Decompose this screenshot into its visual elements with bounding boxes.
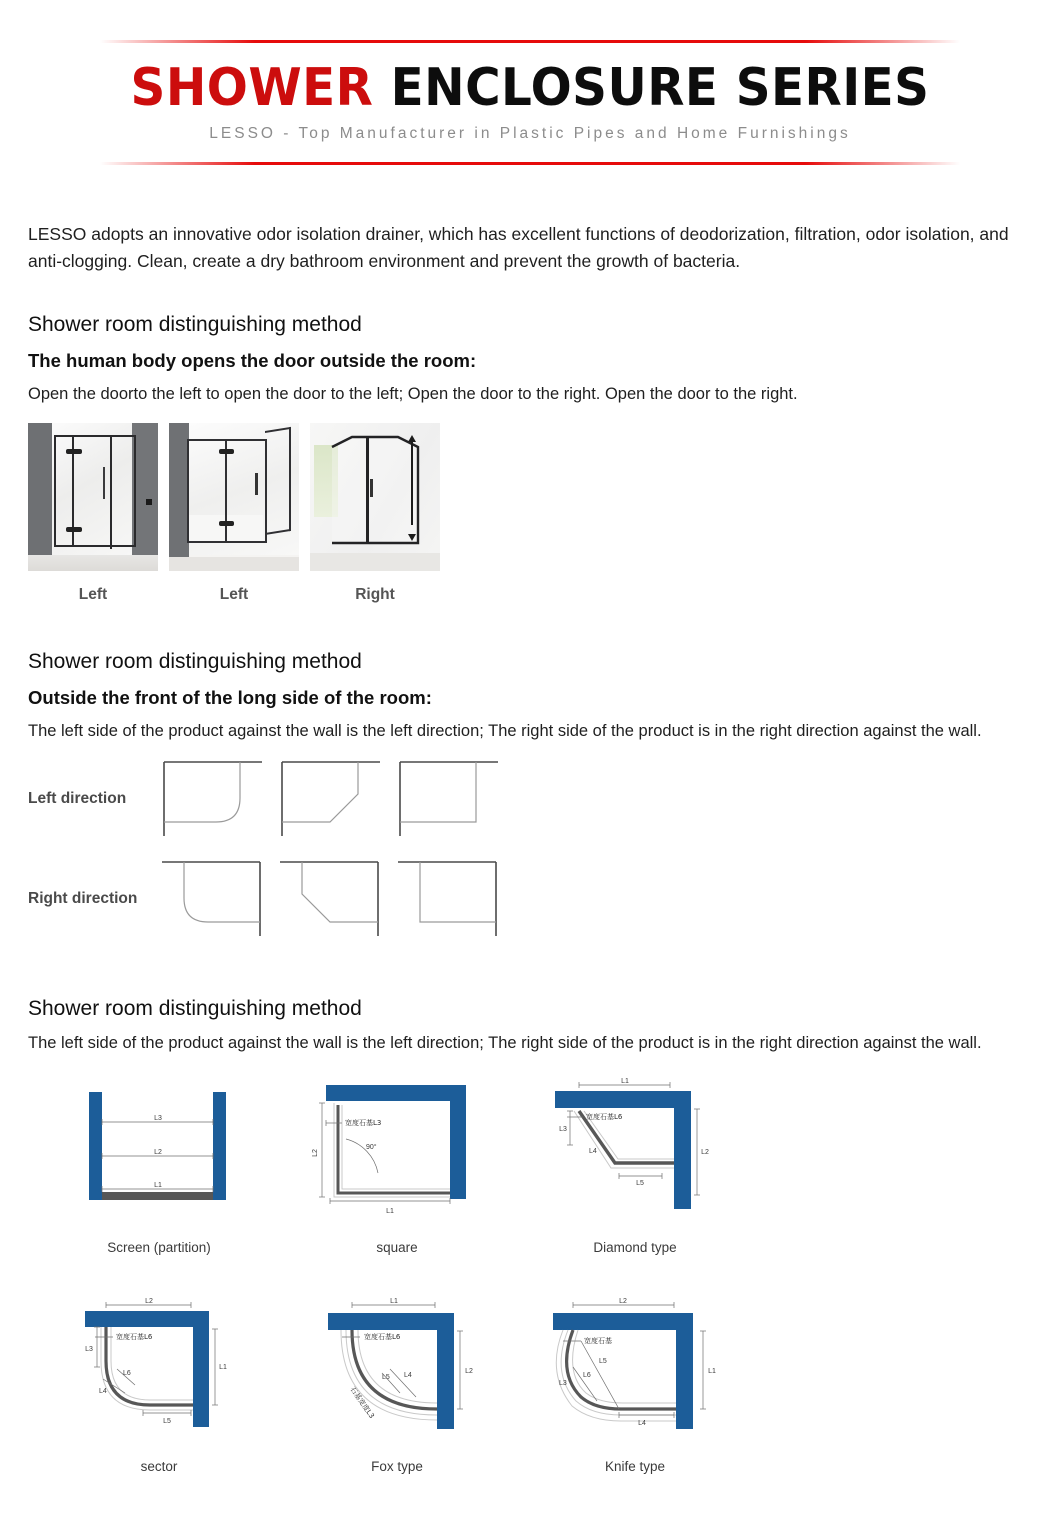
dim-L2: L2 [145, 1298, 153, 1306]
direction-label-right: Right direction [28, 890, 138, 908]
angle-label: 90° [366, 1144, 377, 1152]
direction-shapes-right [158, 858, 502, 940]
tech-caption-sector: sector [140, 1459, 178, 1475]
drawing-fox-type [308, 1293, 486, 1445]
photo-caption-1: Left [78, 585, 108, 603]
shower-photo-corner-square-enclosure [169, 423, 299, 571]
tech-cell-knife-type [516, 1289, 754, 1474]
shape-rounded-corner [158, 758, 266, 840]
section3-heading: Shower room distinguishing method [28, 997, 362, 1021]
section2-subheading: Outside the front of the long side of the room: [28, 686, 432, 708]
photo-row [28, 423, 1032, 604]
shower-photo-hinged-door-straight [28, 423, 158, 571]
direction-row-right [28, 857, 1032, 941]
dim-L2: L2 [154, 1149, 162, 1157]
direction-shapes-left [158, 758, 502, 840]
dim-L3: L3 [85, 1346, 93, 1354]
cn-label-base-width: 石基宽度L3 [348, 1385, 376, 1421]
photo-caption-3: Right [355, 585, 395, 603]
cn-label-width-base: 宽度石基L3 [345, 1119, 382, 1128]
dim-L1: L1 [154, 1182, 162, 1190]
header-divider-bottom [100, 162, 960, 165]
dim-L4: L4 [589, 1148, 597, 1156]
dim-L5: L5 [163, 1418, 171, 1426]
section1-description: Open the doorto the left to open the door to the left; Open the door to the right. Open the door to the right. [28, 384, 798, 403]
cn-label-width-base: 宽度石基 [584, 1337, 612, 1346]
intro-paragraph: LESSO adopts an innovative odor isolation drainer, which has excellent functions of deodorization, filtration, odor isolation, and anti-clogging. Clean, create a dry bathroom environment and prevent the growth of bacteria. [28, 223, 1009, 271]
dim-L1: L1 [386, 1208, 394, 1216]
tech-caption-knife-type: Knife type [604, 1459, 666, 1475]
tech-cell-screen-partition [40, 1070, 278, 1255]
dim-L3: L3 [559, 1126, 567, 1134]
shape-diagonal-corner [276, 758, 384, 840]
title-wrap [0, 43, 1060, 149]
drawing-diamond-type [537, 1073, 733, 1227]
dim-L5: L5 [382, 1374, 390, 1382]
shape-rounded-corner-mirrored [158, 858, 266, 940]
tech-cell-square [278, 1070, 516, 1255]
technical-drawings-row-2 [28, 1289, 1032, 1474]
dim-L2: L2 [465, 1368, 473, 1376]
dim-L2: L2 [701, 1149, 709, 1157]
section2-description: The left side of the product against the wall is the left direction; The right side of the product is in the right direction against the wall. [28, 721, 982, 740]
dim-L1: L1 [708, 1368, 716, 1376]
tech-cell-diamond-type [516, 1070, 754, 1255]
page-title [37, 58, 1023, 118]
shape-diagonal-corner-mirrored [276, 858, 384, 940]
photo-cell-2 [169, 423, 299, 604]
photo-cell-3 [310, 423, 440, 604]
direction-row-left [28, 757, 1032, 841]
direction-diagrams [28, 757, 1032, 941]
page-body [0, 221, 1060, 1475]
dim-L2: L2 [619, 1298, 627, 1306]
technical-drawings-grid [28, 1070, 1032, 1474]
photo-cell-1 [28, 423, 158, 604]
cn-label-width-base: 宽度石基L6 [586, 1113, 623, 1122]
section3-description: The left side of the product against the wall is the left direction; The right side of the product is in the right direction against the wall. [28, 1034, 982, 1053]
dim-L1: L1 [219, 1364, 227, 1372]
dim-L5: L5 [599, 1358, 607, 1366]
dim-L4: L4 [638, 1420, 646, 1428]
shape-square-corner [394, 758, 502, 840]
drawing-screen-partition [73, 1084, 245, 1216]
page-header [0, 0, 1060, 165]
cn-label-width-base: 宽度石基L6 [116, 1333, 153, 1342]
dim-L5: L5 [636, 1180, 644, 1188]
section2-heading: Shower room distinguishing method [28, 649, 362, 673]
title-red-word: SHOWER [130, 58, 374, 118]
dim-L3: L3 [154, 1115, 162, 1123]
dim-L1: L1 [390, 1298, 398, 1306]
title-black-words: ENCLOSURE SERIES [390, 58, 930, 118]
page-subtitle: LESSO - Top Manufacturer in Plastic Pipes and Home Furnishings [209, 124, 851, 142]
cn-label-width-base: 宽度石基L6 [364, 1333, 401, 1342]
technical-drawings-row-1 [28, 1070, 1032, 1255]
tech-caption-screen-partition: Screen (partition) [107, 1240, 211, 1256]
tech-cell-sector [40, 1289, 278, 1474]
dim-L6: L6 [583, 1372, 591, 1380]
dim-L4: L4 [99, 1388, 107, 1396]
direction-label-left: Left direction [28, 790, 127, 808]
tech-caption-square: square [376, 1240, 418, 1256]
dim-L6: L6 [123, 1370, 131, 1378]
drawing-square [308, 1079, 486, 1221]
shape-square-corner-mirrored [394, 858, 502, 940]
tech-caption-fox-type: Fox type [371, 1459, 423, 1475]
dim-L3: L3 [559, 1380, 567, 1388]
drawing-knife-type [537, 1293, 733, 1445]
tech-caption-diamond-type: Diamond type [593, 1240, 677, 1256]
section1-subheading: The human body opens the door outside the room: [28, 349, 477, 371]
section1-heading: Shower room distinguishing method [28, 312, 362, 336]
shower-photo-diamond-corner-enclosure [310, 423, 440, 571]
dim-L4: L4 [404, 1372, 412, 1380]
drawing-sector [73, 1293, 245, 1445]
dim-L2: L2 [312, 1149, 319, 1157]
tech-cell-fox-type [278, 1289, 516, 1474]
photo-caption-2: Left [219, 585, 249, 603]
dim-L1: L1 [621, 1078, 629, 1086]
